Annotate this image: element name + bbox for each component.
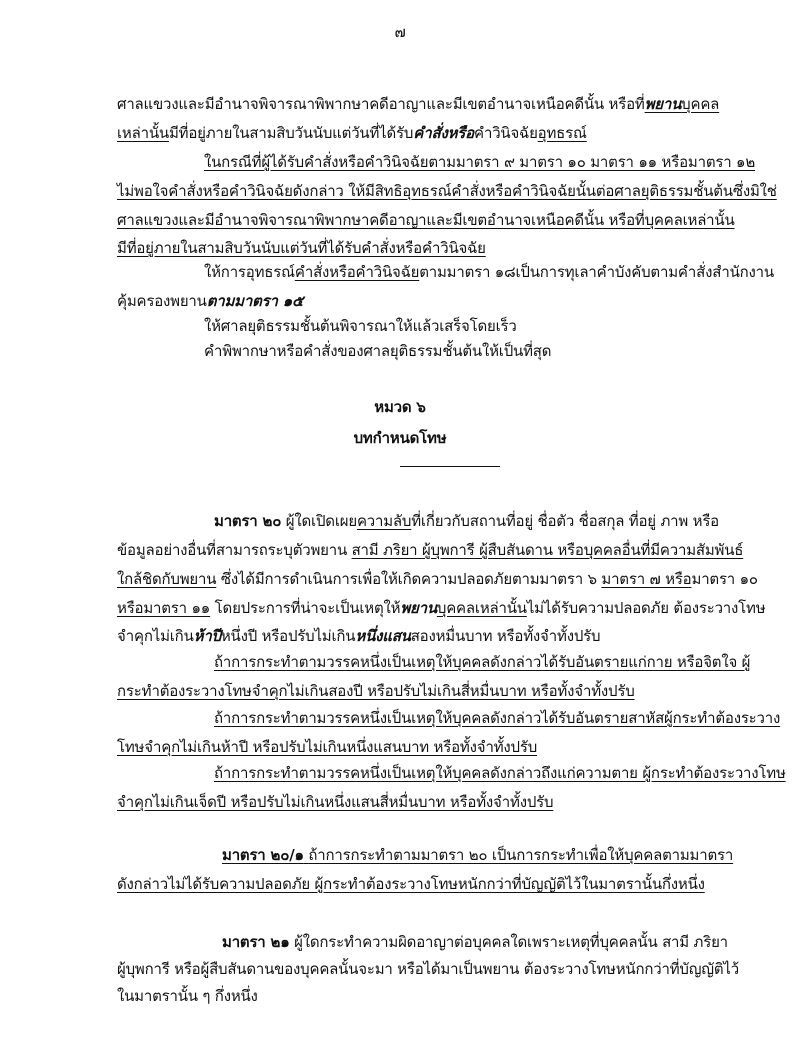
underlined-text: มาตรา ๗ หรือ xyxy=(601,570,692,588)
text-span: มีที่อยู่ภายในสามสิบวันนับแต่วันที่ได้รับ xyxy=(168,124,414,142)
text-line: ผู้บุพการี หรือผู้สืบสันดานของบุคคลนั้นจะมา หรือได้มาเป็นพยาน ต้องระวางโทษหนักกว่าที่บัญญัติไว้ xyxy=(117,960,739,978)
struck-text: พยาน xyxy=(644,95,682,113)
text-span: ให้การอุทธรณ์ xyxy=(204,263,295,281)
text-span: คุ้มครองพยาน xyxy=(117,292,207,310)
text-line xyxy=(117,626,600,646)
struck-text: หนึ่งแสน xyxy=(355,627,411,645)
struck-text: ตามมาตรา ๑๕ xyxy=(206,292,304,310)
text-line xyxy=(222,932,728,952)
underlined-text: คำสั่งหรือคำวินิจฉัย xyxy=(294,263,420,281)
text-line xyxy=(117,123,587,143)
text-line: โทษจำคุกไม่เกินห้าปี หรือปรับไม่เกินหนึ่งแสนบาท หรือทั้งจำทั้งปรับ xyxy=(117,738,538,756)
underlined-text: หรือมาตรา ๑๑ xyxy=(117,599,211,617)
text-span: ตามมาตรา ๑๘ xyxy=(419,263,516,281)
page-number: ๗ xyxy=(394,23,406,41)
section-heading: มาตรา ๒๑ xyxy=(222,933,290,951)
text-span: จำคุกไม่เกิน xyxy=(117,627,194,645)
text-span: ไม่ได้รับความปลอดภัย ต้องระวางโทษ xyxy=(526,599,766,617)
text-span: โดยประการที่น่าจะเป็นเหตุให้ xyxy=(210,599,401,617)
text-span: ซึ่งได้มีการดำเนินการเพื่อให้เกิดความปลอดภัยตามมาตรา ๖ xyxy=(216,570,602,588)
underlined-text: บุคคล xyxy=(681,95,720,113)
struck-text: คำสั่งหรือ xyxy=(413,124,474,142)
text-span: หนึ่งปี หรือปรับไม่เกิน xyxy=(220,627,356,645)
text-line: ให้ศาลยุติธรรมชั้นต้นพิจารณาให้แล้วเสร็จโดยเร็ว xyxy=(204,317,517,335)
section-heading: มาตรา ๒๐ xyxy=(214,512,282,530)
text-line xyxy=(117,291,303,311)
text-line xyxy=(117,569,758,589)
text-line xyxy=(117,540,743,560)
text-line xyxy=(214,511,719,531)
underlined-text: ใกล้ชิดกับพยาน xyxy=(117,570,217,588)
text-span: มาตรา ๑๐ xyxy=(691,570,758,588)
section-heading: มาตรา ๒๐/๑ xyxy=(222,846,304,864)
heading-divider xyxy=(400,466,500,467)
text-line: คำพิพากษาหรือคำสั่งของศาลยุติธรรมชั้นต้นให้เป็นที่สุด xyxy=(204,342,552,360)
text-span: สองหมื่นบาท หรือทั้งจำทั้งปรับ xyxy=(410,627,601,645)
text-span: คำวินิจฉัย xyxy=(473,124,538,142)
struck-text: พยาน xyxy=(400,599,437,617)
underlined-text: เหล่านั้น xyxy=(117,124,169,142)
text-line: ถ้าการกระทำตามวรรคหนึ่งเป็นเหตุให้บุคคลดังกล่าวถึงแก่ความตาย ผู้กระทำต้องระวางโทษ xyxy=(214,764,786,782)
text-span: ข้อมูลอย่างอื่นที่สามารถระบุตัวพยาน xyxy=(117,541,352,559)
text-span: สถานที่อยู่ ชื่อตัว ชื่อสกุล ที่อยู่ ภาพ หรือ xyxy=(469,512,719,530)
text-line: ในมาตรานั้น ๆ กึ่งหนึ่ง xyxy=(117,987,258,1005)
text-line: ในกรณีที่ผู้ได้รับคำสั่งหรือคำวินิจฉัยตามมาตรา ๙ มาตรา ๑๐ มาตรา ๑๑ หรือมาตรา ๑๒ xyxy=(204,153,756,171)
text-line: มีที่อยู่ภายในสามสิบวันนับแต่วันที่ได้รับคำสั่งหรือคำวินิจฉัย xyxy=(117,239,486,257)
text-line: ไม่พอใจคำสั่งหรือคำวินิจฉัยดังกล่าว ให้มีสิทธิอุทธรณ์คำสั่งหรือคำวินิจฉัยนั้นต่อศาลยุติธรรมชั้นต้นซึ่งมิใช่ xyxy=(117,182,777,200)
chapter-title: บทกำหนดโทษ xyxy=(353,429,447,447)
text-line: ถ้าการกระทำตามวรรคหนึ่งเป็นเหตุให้บุคคลดังกล่าวได้รับอันตรายสาหัสผู้กระทำต้องระวาง xyxy=(214,709,781,727)
text-span: ศาลแขวงและมีอำนาจพิจารณาพิพากษาคดีอาญาและมีเขตอำนาจเหนือคดีนั้น หรือที่ xyxy=(117,95,645,113)
text-line: จำคุกไม่เกินเจ็ดปี หรือปรับไม่เกินหนึ่งแสนสี่หมื่นบาท หรือทั้งจำทั้งปรับ xyxy=(117,793,554,811)
text-line: กระทำต้องระวางโทษจำคุกไม่เกินสองปี หรือปรับไม่เกินสี่หมื่นบาท หรือทั้งจำทั้งปรับ xyxy=(117,682,635,700)
underlined-text: บุคคลเหล่านั้น xyxy=(436,599,527,617)
underlined-text: อุทธรณ์ xyxy=(537,124,587,142)
text-line: ถ้าการกระทำตามวรรคหนึ่งเป็นเหตุให้บุคคลดังกล่าวได้รับอันตรายแก่กาย หรือจิตใจ ผู้ xyxy=(214,653,751,671)
text-span: ผู้ใดกระทำความผิดอาญาต่อบุคคลใดเพราะเหตุที่บุคคลนั้น สามี ภริยา xyxy=(294,933,728,951)
text-line: ศาลแขวงและมีอำนาจพิจารณาพิพากษาคดีอาญาและมีเขตอำนาจเหนือคดีนั้น หรือที่บุคคลเหล่านั้น xyxy=(117,211,735,229)
text-line xyxy=(204,262,774,282)
text-span: ถ้าการกระทำตามมาตรา ๒๐ เป็นการกระทำเพื่อให้บุคคลตามมาตรา xyxy=(308,846,734,864)
struck-text: ห้าปี xyxy=(193,627,221,645)
text-line xyxy=(117,598,765,618)
text-line: ดังกล่าวไม่ได้รับความปลอดภัย ผู้กระทำต้องระวางโทษหนักกว่าที่บัญญัติไว้ในมาตรานั้นกึ่งหนึ่ง xyxy=(117,875,705,893)
text-line xyxy=(222,845,733,865)
text-line xyxy=(117,94,719,114)
text-span: ผู้ใดเปิดเผย xyxy=(285,512,357,530)
underlined-text: สามี ภริยา ผู้บุพการี ผู้สืบสันดาน หรือบุคคลอื่นที่มีความสัมพันธ์ xyxy=(351,541,744,559)
text-span: ที่เกี่ยวกับ xyxy=(411,512,470,530)
text-span: เป็นการทุเลาคำบังคับตามคำสั่งสำนักงาน xyxy=(515,263,774,281)
chapter-number: หมวด ๖ xyxy=(374,398,426,416)
underlined-text: ความลับ xyxy=(356,512,412,530)
